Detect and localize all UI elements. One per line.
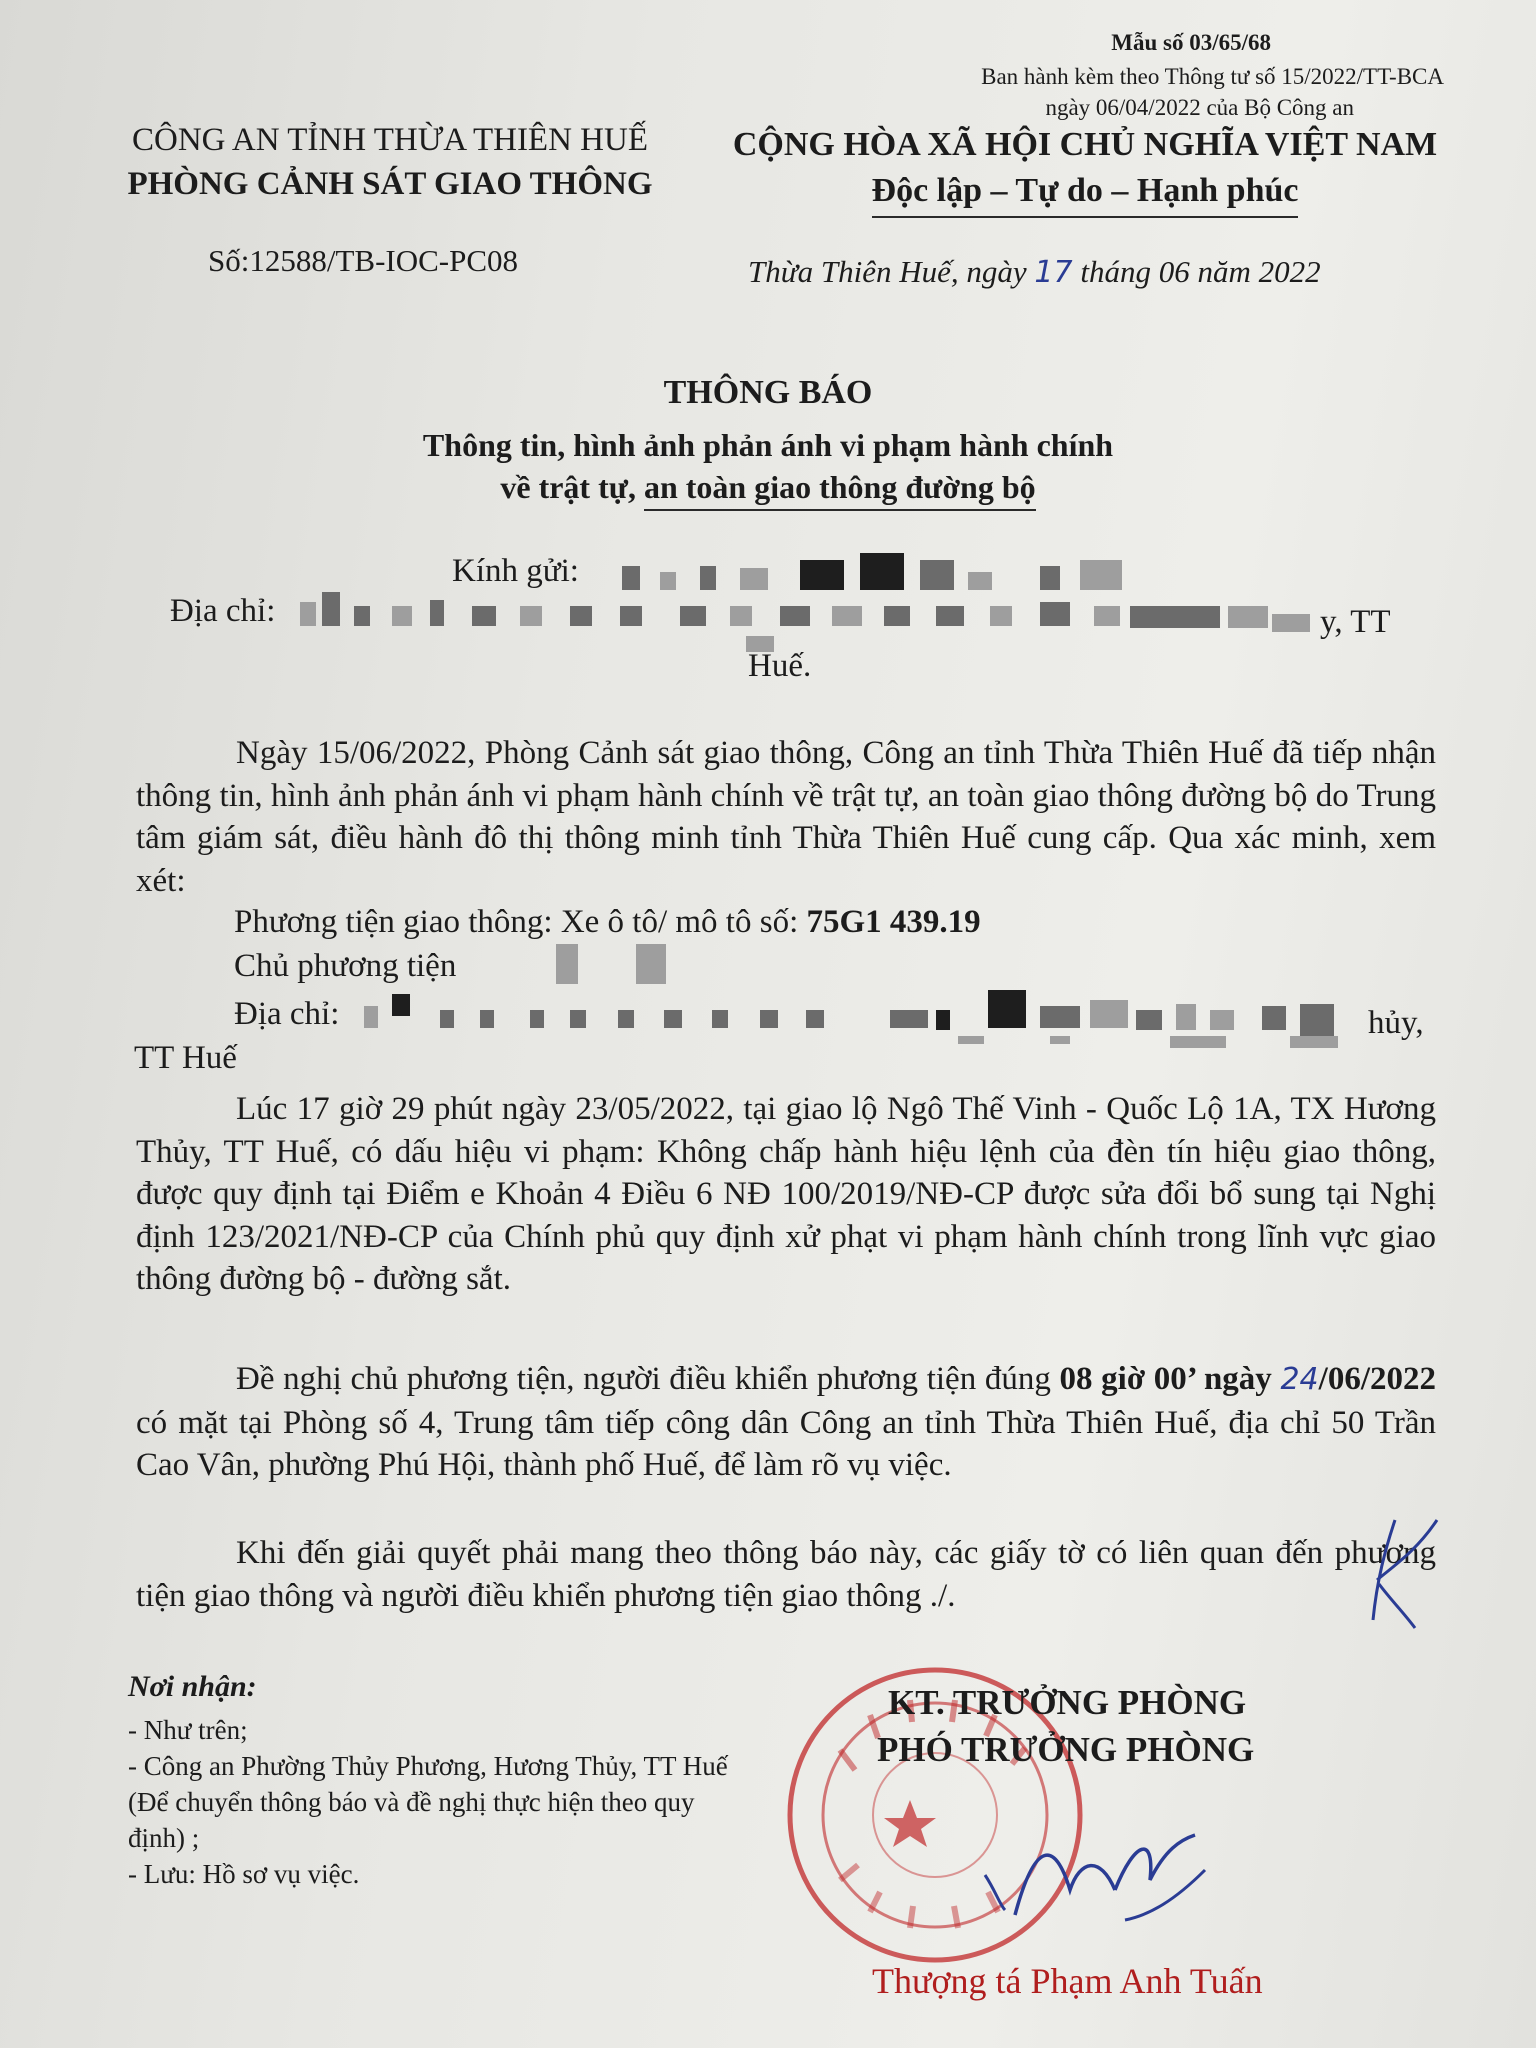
owner-address-line-2: TT Huế <box>134 1040 237 1076</box>
redaction-block <box>1136 1010 1162 1030</box>
redaction-block <box>392 606 412 626</box>
vehicle-line <box>234 904 981 941</box>
redaction-block <box>740 568 768 590</box>
redaction-block <box>730 606 752 626</box>
recipients-list <box>128 1712 728 1892</box>
place-date-suffix: tháng 06 năm 2022 <box>1080 254 1321 289</box>
recipients-title: Nơi nhận: <box>128 1670 257 1703</box>
subtitle-line-2: về trật tự, an toàn giao thông đường bộ <box>0 466 1536 511</box>
paragraph-summons: Đề nghị chủ phương tiện, người điều khiển phương tiện đúng 08 giờ 00’ ngày 24/06/2022 có mặt tại Phòng số 4, Trung tâm tiếp công dân Công an tỉnh Thừa Thiên Huế, địa chỉ 50 Trần Cao Vân, phường Phú Hội, thành phố Huế, để làm rõ vụ việc. <box>136 1361 1436 1483</box>
agency-line-1: CÔNG AN TỈNH THỪA THIÊN HUẾ <box>131 122 648 158</box>
place-and-date <box>748 254 1321 290</box>
redaction-block <box>1228 606 1268 628</box>
redaction-block <box>700 566 716 590</box>
national-header <box>705 122 1465 218</box>
handwritten-signature <box>975 1820 1235 1930</box>
redaction-block <box>440 1010 454 1028</box>
redaction-block <box>968 572 992 590</box>
redaction-block <box>1090 1000 1128 1028</box>
redaction-block <box>1170 1036 1226 1048</box>
redaction-block <box>760 1010 778 1028</box>
redaction-block <box>530 1010 544 1028</box>
redaction-block <box>660 572 676 590</box>
redaction-block <box>570 1010 586 1028</box>
redaction-block <box>480 1010 494 1028</box>
nation-name: CỘNG HÒA XÃ HỘI CHỦ NGHĨA VIỆT NAM <box>732 126 1438 163</box>
redaction-block <box>570 606 592 626</box>
redaction-block <box>958 1036 984 1044</box>
redaction-block <box>1290 1036 1338 1048</box>
redaction-block <box>1050 1036 1070 1044</box>
address-line-2: Huế. <box>748 648 812 684</box>
redaction-block <box>806 1010 824 1028</box>
redaction-block <box>392 994 410 1016</box>
redaction-block <box>1040 602 1070 626</box>
agency-line-2: PHÒNG CẢNH SÁT GIAO THÔNG <box>127 166 653 202</box>
redaction-block <box>832 606 862 626</box>
owner-address-label: Địa chỉ: <box>234 996 340 1032</box>
redaction-block <box>680 606 706 626</box>
owner-address-tail: hủy, <box>1368 1005 1424 1041</box>
agency-header <box>100 118 680 206</box>
redaction-block <box>300 602 316 626</box>
document-title: THÔNG BÁO <box>663 374 873 411</box>
redaction-block <box>1210 1010 1234 1030</box>
signature-title-line-1: KT. TRƯỞNG PHÒNG <box>888 1683 1247 1722</box>
redaction-block <box>322 592 340 626</box>
paragraph-documents: Khi đến giải quyết phải mang theo thông báo này, các giấy tờ có liên quan đến phương tiện giao thông và người điều khiển phương tiện giao thông ./. <box>136 1535 1436 1614</box>
vehicle-label: Phương tiện giao thông: Xe ô tô/ mô tô số: <box>234 904 799 940</box>
owner-label: Chủ phương tiện <box>234 948 457 984</box>
redaction-block <box>800 560 844 590</box>
redaction-block <box>860 553 904 590</box>
redaction-block <box>430 600 444 626</box>
redaction-block <box>920 560 954 590</box>
redaction-block <box>1176 1004 1196 1030</box>
redaction-block <box>622 566 640 590</box>
redaction-block <box>890 1010 928 1028</box>
redaction-block <box>936 606 964 626</box>
subtitle-line-1: Thông tin, hình ảnh phản ánh vi phạm hành chính <box>422 427 1114 463</box>
document-subtitle <box>0 424 1536 511</box>
form-number: Mẫu số 03/65/68 <box>1111 30 1271 55</box>
recipient-item: - Công an Phường Thủy Phương, Hương Thủy, TT Huế (Để chuyển thông báo và đề nghị thực hiện theo quy định) ; <box>128 1751 728 1853</box>
redaction-block <box>1272 614 1310 632</box>
signer-name: Thượng tá Phạm Anh Tuấn <box>872 1961 1263 2001</box>
redaction-block <box>1262 1006 1286 1030</box>
redaction-block <box>354 606 370 626</box>
redaction-block <box>556 944 578 984</box>
place-date-prefix: Thừa Thiên Huế, ngày <box>748 254 1027 289</box>
redaction-block <box>936 1010 950 1030</box>
redaction-block <box>780 606 810 626</box>
redaction-block <box>990 606 1012 626</box>
redaction-block <box>520 606 542 626</box>
handwritten-check-mark <box>1355 1510 1445 1640</box>
issued-with-circular: Ban hành kèm theo Thông tư số 15/2022/TT-BCA <box>981 64 1444 89</box>
reference-number: Số:12588/TB-IOC-PC08 <box>208 243 519 278</box>
redaction-block <box>1130 606 1220 628</box>
redaction-block <box>1080 560 1122 590</box>
redaction-block <box>618 1010 634 1028</box>
redaction-block <box>712 1010 728 1028</box>
redaction-block <box>1040 566 1060 590</box>
recipient-item: - Như trên; <box>128 1715 248 1745</box>
handwritten-day: 17 <box>1034 255 1073 290</box>
redaction-block <box>620 606 642 626</box>
signature-title-line-2: PHÓ TRƯỞNG PHÒNG <box>877 1730 1255 1769</box>
redaction-block <box>1094 606 1120 626</box>
redaction-block <box>364 1006 378 1028</box>
issued-date: ngày 06/04/2022 của Bộ Công an <box>1045 95 1354 120</box>
address-label: Địa chỉ: <box>170 593 276 629</box>
redaction-block <box>1040 1006 1080 1028</box>
appointment-date: /06/2022 <box>1318 1361 1436 1397</box>
paragraph-intake: Ngày 15/06/2022, Phòng Cảnh sát giao thông, Công an tỉnh Thừa Thiên Huế đã tiếp nhận thông tin, hình ảnh phản ánh vi phạm hành chính về trật tự, an toàn giao thông đường bộ do Trung tâm giám sát, điều hành đô thị thông minh tỉnh Thừa Thiên Huế cung cấp. Qua xác minh, xem xét: <box>136 735 1436 899</box>
redaction-block <box>988 990 1026 1028</box>
redaction-block <box>636 944 666 984</box>
national-motto: Độc lập – Tự do – Hạnh phúc <box>872 168 1299 218</box>
license-plate: 75G1 439.19 <box>806 904 981 940</box>
handwritten-appointment-day: 24 <box>1280 1362 1319 1397</box>
paragraph-violation: Lúc 17 giờ 29 phút ngày 23/05/2022, tại giao lộ Ngô Thế Vinh - Quốc Lộ 1A, TX Hương Thủy, TT Huế, có dấu hiệu vi phạm: Không chấp hành hiệu lệnh của đèn tín hiệu giao thông, được quy định tại Điểm e Khoản 4 Điều 6 NĐ 100/2019/NĐ-CP được sửa đổi bổ sung tại Nghị định 123/2021/NĐ-CP của Chính phủ quy định xử phạt vi phạm hành chính trong lĩnh vực giao thông đường bộ - đường sắt. <box>136 1091 1436 1297</box>
appointment-time: 08 giờ 00’ ngày <box>1059 1361 1272 1397</box>
address-tail: y, TT <box>1320 604 1391 640</box>
redaction-block <box>664 1010 682 1028</box>
redaction-block <box>472 606 496 626</box>
recipient-item: - Lưu: Hồ sơ vụ việc. <box>128 1859 360 1889</box>
recipient-label: Kính gửi: <box>452 553 579 589</box>
redaction-block <box>884 606 910 626</box>
